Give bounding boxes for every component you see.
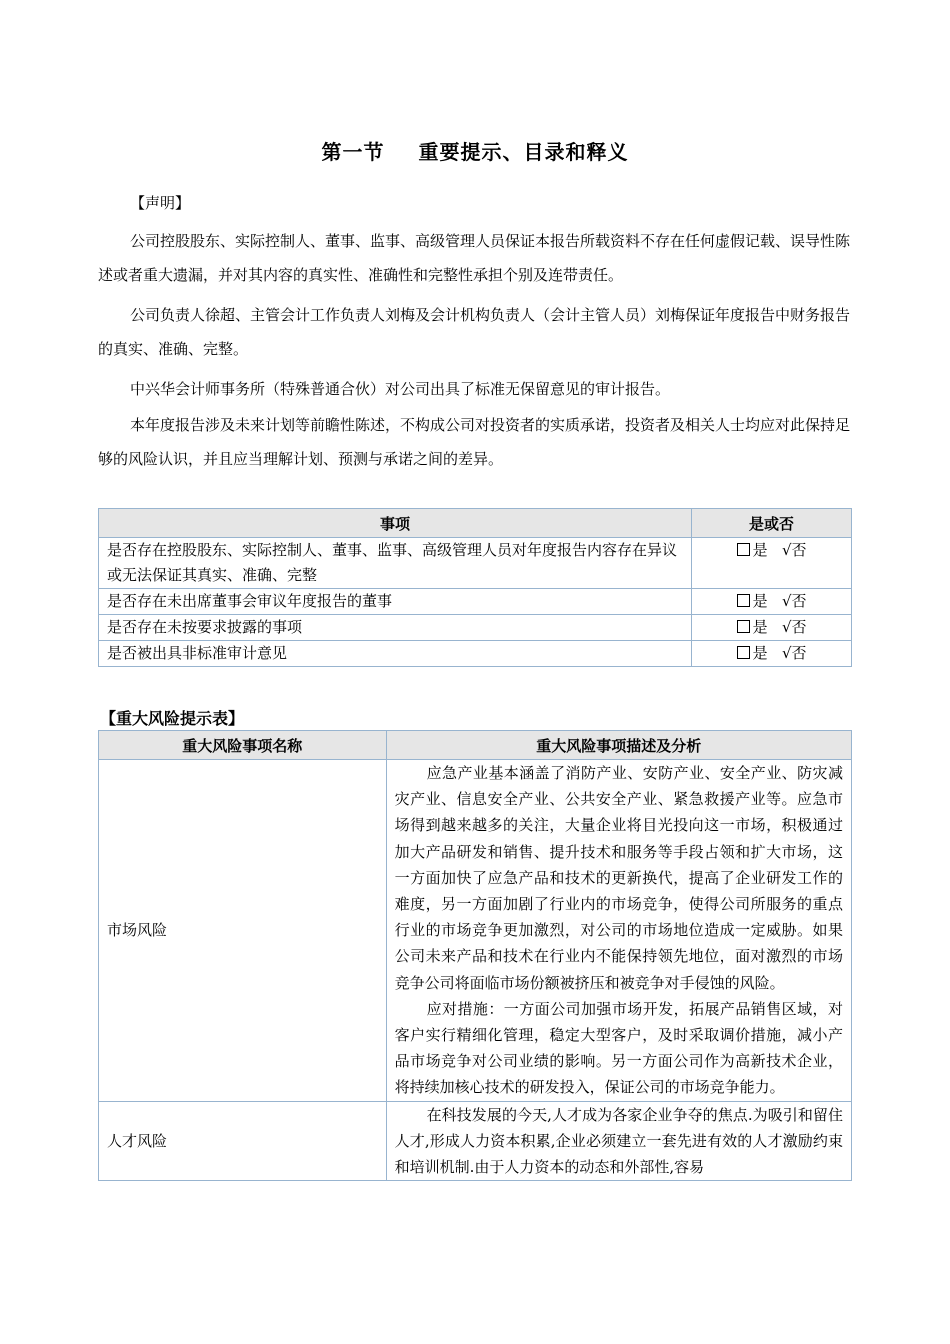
table-row	[99, 641, 852, 667]
checkbox-icon	[737, 594, 750, 607]
matter-text: 是否存在控股股东、实际控制人、董事、监事、高级管理人员对年度报告内容存在异议或无法保证其真实、准确、完整	[99, 538, 692, 589]
yes-no-cell	[692, 641, 852, 667]
yes-no-cell	[692, 589, 852, 615]
table-row	[99, 538, 852, 589]
declaration-label: 【声明】	[130, 194, 191, 212]
risk-description-paragraph: 在科技发展的今天,人才成为各家企业争夺的焦点.为吸引和留住人才,形成人力资本积累,企业必须建立一套先进有效的人才激励约束和培训机制.由于人力资本的动态和外部性,容易	[394, 1105, 843, 1177]
risk-table	[98, 730, 852, 1181]
paragraph-forward-looking: 本年度报告涉及未来计划等前瞻性陈述，不构成公司对投资者的实质承诺，投资者及相关人士均应对此保持足够的风险认识，并且应当理解计划、预测与承诺之间的差异。	[98, 416, 851, 468]
yes-label: 是	[752, 592, 768, 610]
section-title	[0, 136, 950, 165]
risk-name: 人才风险	[99, 1101, 387, 1181]
risk-description	[386, 760, 851, 1102]
table-row	[99, 1101, 852, 1181]
yes-no-cell	[692, 538, 852, 589]
section-title-text: 重要提示、目录和释义	[418, 140, 629, 164]
risk-description-paragraph: 应急产业基本涵盖了消防产业、安防产业、安全产业、防灾减灾产业、信息安全产业、公共安全产业、紧急救援产业等。应急市场得到越来越多的关注，大量企业将目光投向这一市场，积极通过加大产品研发和销售、提升技术和服务等手段占领和扩大市场，这一方面加快了应急产品和技术的更新换代，提高了企业研发工作的难度，另一方面加剧了行业内的市场竞争，使得公司所服务的重点行业的市场竞争更加激烈，对公司的市场地位造成一定威胁。如果公司未来产品和技术在行业内不能保持领先地位，面对激烈的市场竞争公司将面临市场份额被挤压和被竞争对手侵蚀的风险。	[394, 764, 843, 992]
paragraph-responsible: 公司负责人徐超、主管会计工作负责人刘梅及会计机构负责人（会计主管人员）刘梅保证年度报告中财务报告的真实、准确、完整。	[98, 306, 851, 358]
risk-countermeasure-paragraph: 应对措施：一方面公司加强市场开发，拓展产品销售区域，对客户实行精细化管理，稳定大型客户，及时采取调价措施，减小产品市场竞争对公司业绩的影响。另一方面公司作为高新技术企业，将持续加核心技术的研发投入，保证公司的市场竞争能力。	[394, 999, 843, 1097]
yes-label: 是	[752, 618, 768, 636]
no-label: √否	[781, 592, 807, 610]
risk-table-heading: 【重大风险提示表】	[100, 709, 245, 728]
matter-text: 是否存在未出席董事会审议年度报告的董事	[99, 589, 692, 615]
matter-text: 是否存在未按要求披露的事项	[99, 615, 692, 641]
matters-table	[98, 508, 852, 667]
matter-text: 是否被出具非标准审计意见	[99, 641, 692, 667]
checkbox-icon	[737, 543, 750, 556]
risk-name: 市场风险	[99, 760, 387, 1102]
table-row	[99, 615, 852, 641]
yes-label: 是	[752, 644, 768, 662]
column-header-risk-description: 重大风险事项描述及分析	[386, 731, 851, 760]
yes-no-cell	[692, 615, 852, 641]
paragraph-accuracy: 公司控股股东、实际控制人、董事、监事、高级管理人员保证本报告所载资料不存在任何虚假记载、误导性陈述或者重大遗漏，并对其内容的真实性、准确性和完整性承担个别及连带责任。	[98, 232, 851, 284]
no-label: √否	[781, 541, 807, 559]
no-label: √否	[781, 618, 807, 636]
yes-label: 是	[752, 541, 768, 559]
risk-description	[386, 1101, 851, 1181]
column-header-yes-no: 是或否	[692, 509, 852, 538]
column-header-risk-name: 重大风险事项名称	[99, 731, 387, 760]
section-number: 第一节	[321, 140, 385, 164]
table-header-row	[99, 731, 852, 760]
checkbox-icon	[737, 646, 750, 659]
table-row	[99, 760, 852, 1102]
table-row	[99, 589, 852, 615]
no-label: √否	[781, 644, 807, 662]
checkbox-icon	[737, 620, 750, 633]
column-header-matter: 事项	[99, 509, 692, 538]
table-header-row	[99, 509, 852, 538]
paragraph-auditor: 中兴华会计师事务所（特殊普通合伙）对公司出具了标准无保留意见的审计报告。	[130, 380, 671, 398]
